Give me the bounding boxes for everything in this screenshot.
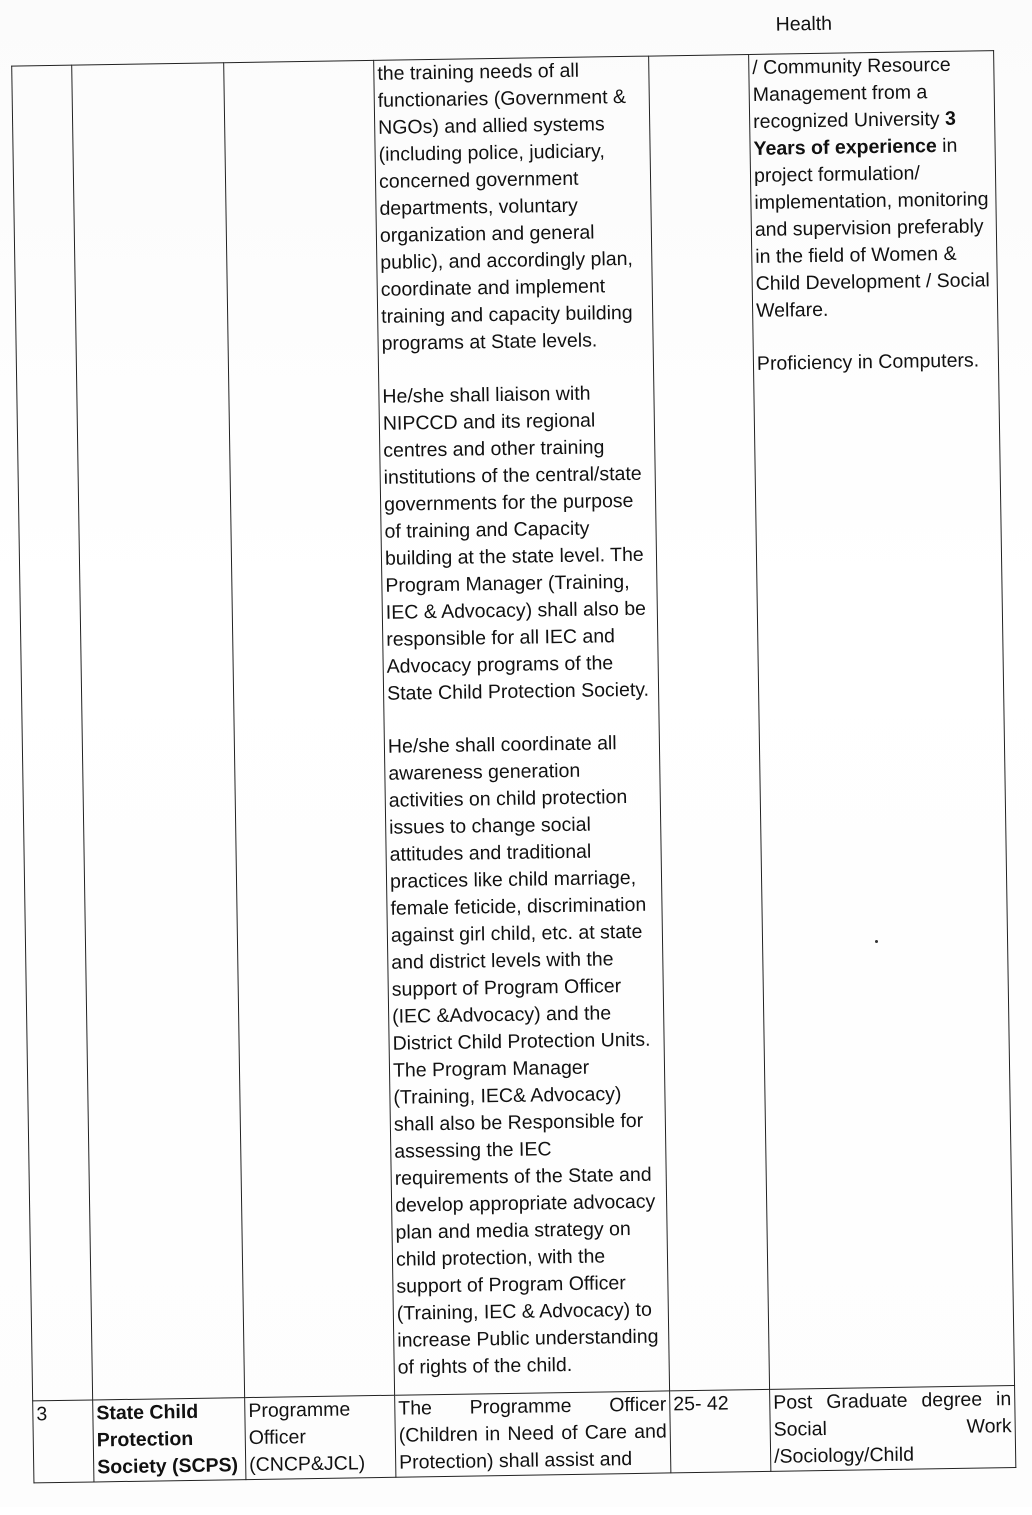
qualification-text bbox=[752, 51, 994, 325]
post-cell bbox=[224, 60, 395, 1397]
description-paragraph-2: He/she shall liaison with NIPCCD and its regional centres and other training institutions of the central/state governments for the purpose of training and Capacity building at the state level. The Program Manager (Training, IEC & Advocacy) shall also be responsible for all IEC and Advocacy programs of the State Child Protection Society. bbox=[382, 382, 650, 705]
office-cell: State Child Protection Society (SCPS) bbox=[93, 1398, 246, 1482]
description-cell: The Programme Officer (Children in Need of Care and Protection) shall assist and bbox=[395, 1391, 671, 1477]
qualification-computers: Proficiency in Computers. bbox=[756, 349, 980, 375]
scan-speck bbox=[875, 940, 878, 943]
qualification-health-word: Health bbox=[775, 12, 833, 36]
table-row-3 bbox=[33, 1385, 1016, 1482]
description-cell bbox=[374, 56, 670, 1395]
qualification-line-2: in project formulation/ implementation, monitoring and supervision preferably in the field of Women & Child Development / Social Welfare. bbox=[753, 134, 990, 322]
recruitment-table bbox=[11, 50, 1016, 1483]
description-paragraph-3: He/she shall coordinate all awareness generation activities on child protection issues to change social attitudes and traditional practices like child marriage, female feticide, discrimination against girl child, etc. at state and district levels with the support of Program Officer (IEC &Advocacy) and the District Child Protection Units. The Program Manager (Training, IEC& Advocacy) shall also be Responsible for assessing the IEC requirements of the State and develop appropriate advocacy plan and media strategy on child protection, with the support of Program Officer (Training, IEC & Advocacy) to increase Public understanding of rights of the child. bbox=[387, 732, 659, 1379]
age-cell: 25- 42 bbox=[670, 1389, 771, 1473]
qualification-cell: Post Graduate degree in Social Work /Sociology/Child bbox=[770, 1385, 1016, 1471]
qualification-line-1: / Community Resource Management from a recognized University bbox=[752, 53, 951, 133]
description-paragraph-1: the training needs of all functionaries (Government & NGOs) and allied systems (including police, judiciary, concerned government departments, voluntary organization and general public), and accordingly plan, coordinate and implement training and capacity building programs at State levels. bbox=[377, 59, 634, 355]
qualification-cell bbox=[749, 51, 1015, 1390]
post-cell: Programme Officer (CNCP&JCL) bbox=[245, 1395, 396, 1479]
sno-cell: 3 bbox=[33, 1400, 94, 1483]
office-cell bbox=[72, 63, 245, 1400]
table-row-continued bbox=[12, 51, 1015, 1401]
qualification-experience: 3 Years of experience bbox=[753, 107, 957, 160]
